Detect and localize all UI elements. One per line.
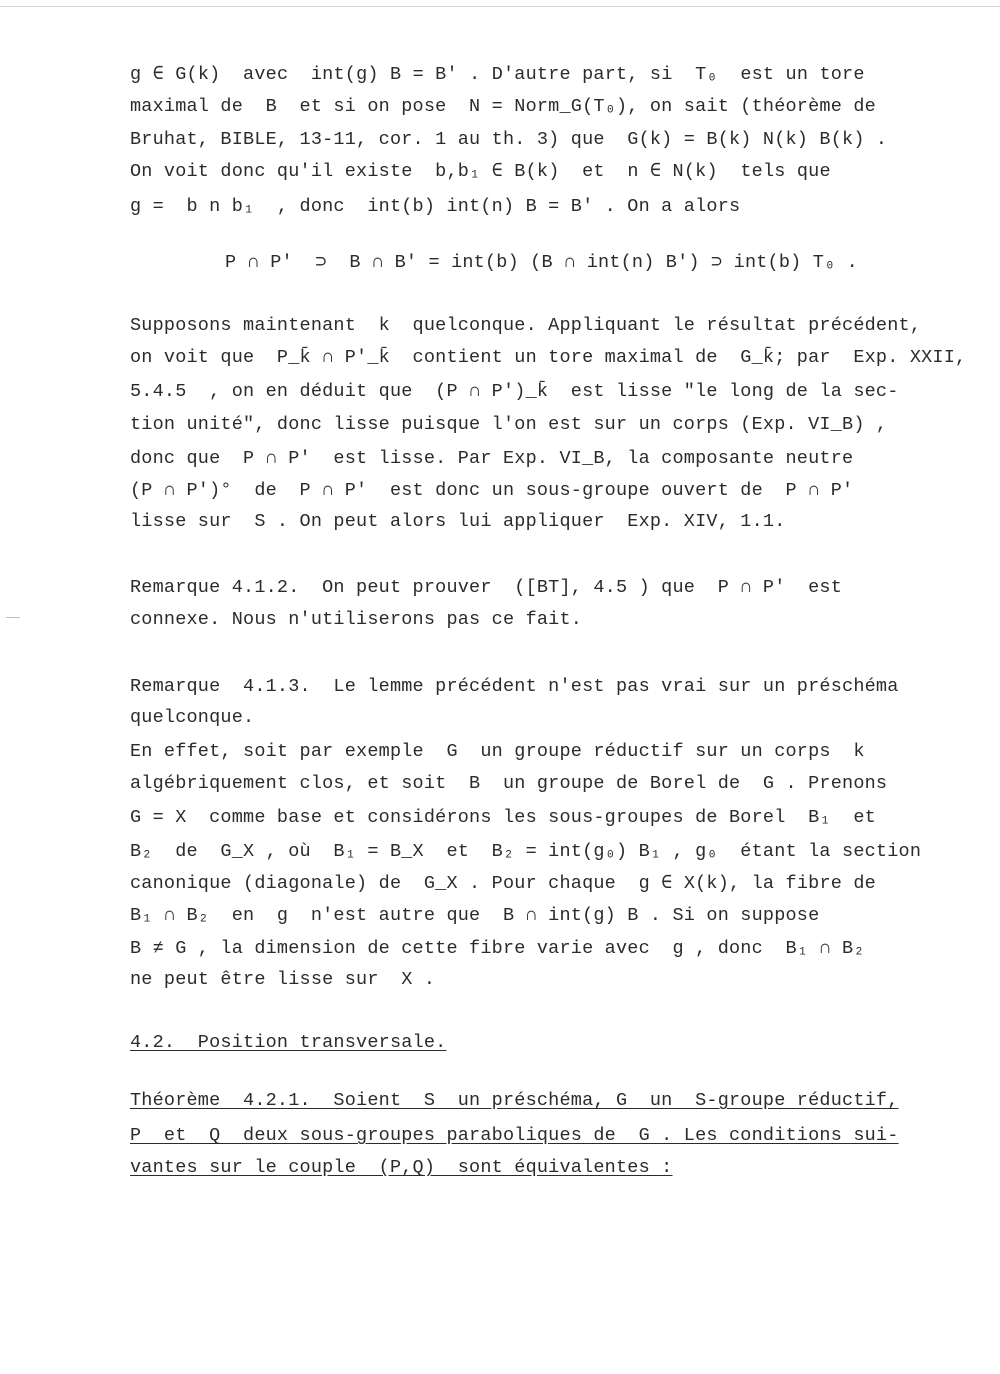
- text-line: B₁ ∩ B₂ en g n'est autre que B ∩ int(g) B . Si on suppose: [130, 905, 820, 926]
- text-line: g = b n b₁ , donc int(b) int(n) B = B' . On a alors: [130, 196, 741, 217]
- text-line: lisse sur S . On peut alors lui appliquer Exp. XIV, 1.1.: [130, 511, 786, 532]
- section-heading: 4.2. Position transversale.: [130, 1032, 447, 1053]
- page-edge: [0, 6, 1000, 7]
- remark-heading: Remarque 4.1.3. Le lemme précédent n'est pas vrai sur un préschéma: [130, 676, 899, 697]
- theorem-line: Théorème 4.2.1. Soient S un préschéma, G un S-groupe réductif,: [130, 1090, 899, 1111]
- text-line: (P ∩ P')° de P ∩ P' est donc un sous-groupe ouvert de P ∩ P': [130, 480, 854, 501]
- margin-mark: [6, 617, 20, 618]
- text-line: G = X comme base et considérons les sous-groupes de Borel B₁ et: [130, 807, 876, 828]
- text-line: donc que P ∩ P' est lisse. Par Exp. VI_B, la composante neutre: [130, 448, 854, 469]
- text-line: 5.4.5 , on en déduit que (P ∩ P')_k̄ est lisse "le long de la sec-: [130, 381, 899, 402]
- text-line: maximal de B et si on pose N = Norm_G(T₀), on sait (théorème de: [130, 96, 876, 117]
- text-line: canonique (diagonale) de G_X . Pour chaque g ∈ X(k), la fibre de: [130, 873, 876, 894]
- text-line: En effet, soit par exemple G un groupe réductif sur un corps k: [130, 741, 865, 762]
- text-line: ne peut être lisse sur X .: [130, 969, 436, 990]
- text-line: g ∈ G(k) avec int(g) B = B' . D'autre part, si T₀ est un tore: [130, 64, 865, 85]
- theorem-line: P et Q deux sous-groupes paraboliques de G . Les conditions sui-: [130, 1125, 899, 1146]
- text-line: On voit donc qu'il existe b,b₁ ∈ B(k) et n ∈ N(k) tels que: [130, 161, 831, 182]
- display-formula: P ∩ P' ⊃ B ∩ B' = int(b) (B ∩ int(n) B') ⊃ int(b) T₀ .: [225, 252, 858, 273]
- text-line: quelconque.: [130, 707, 255, 728]
- remark-heading: Remarque 4.1.2. On peut prouver ([BT], 4.5 ) que P ∩ P' est: [130, 577, 843, 598]
- text-line: tion unité", donc lisse puisque l'on est sur un corps (Exp. VI_B) ,: [130, 414, 888, 435]
- text-line: Supposons maintenant k quelconque. Appliquant le résultat précédent,: [130, 315, 922, 336]
- text-line: connexe. Nous n'utiliserons pas ce fait.: [130, 609, 583, 630]
- text-line: B₂ de G_X , où B₁ = B_X et B₂ = int(g₀) B₁ , g₀ étant la section: [130, 841, 922, 862]
- theorem-line: vantes sur le couple (P,Q) sont équivalentes :: [130, 1157, 673, 1178]
- text-line: on voit que P_k̄ ∩ P'_k̄ contient un tore maximal de G_k̄; par Exp. XXII,: [130, 347, 967, 368]
- text-line: Bruhat, BIBLE, 13-11, cor. 1 au th. 3) que G(k) = B(k) N(k) B(k) .: [130, 129, 888, 150]
- text-line: B ≠ G , la dimension de cette fibre varie avec g , donc B₁ ∩ B₂: [130, 938, 865, 959]
- text-line: algébriquement clos, et soit B un groupe de Borel de G . Prenons: [130, 773, 888, 794]
